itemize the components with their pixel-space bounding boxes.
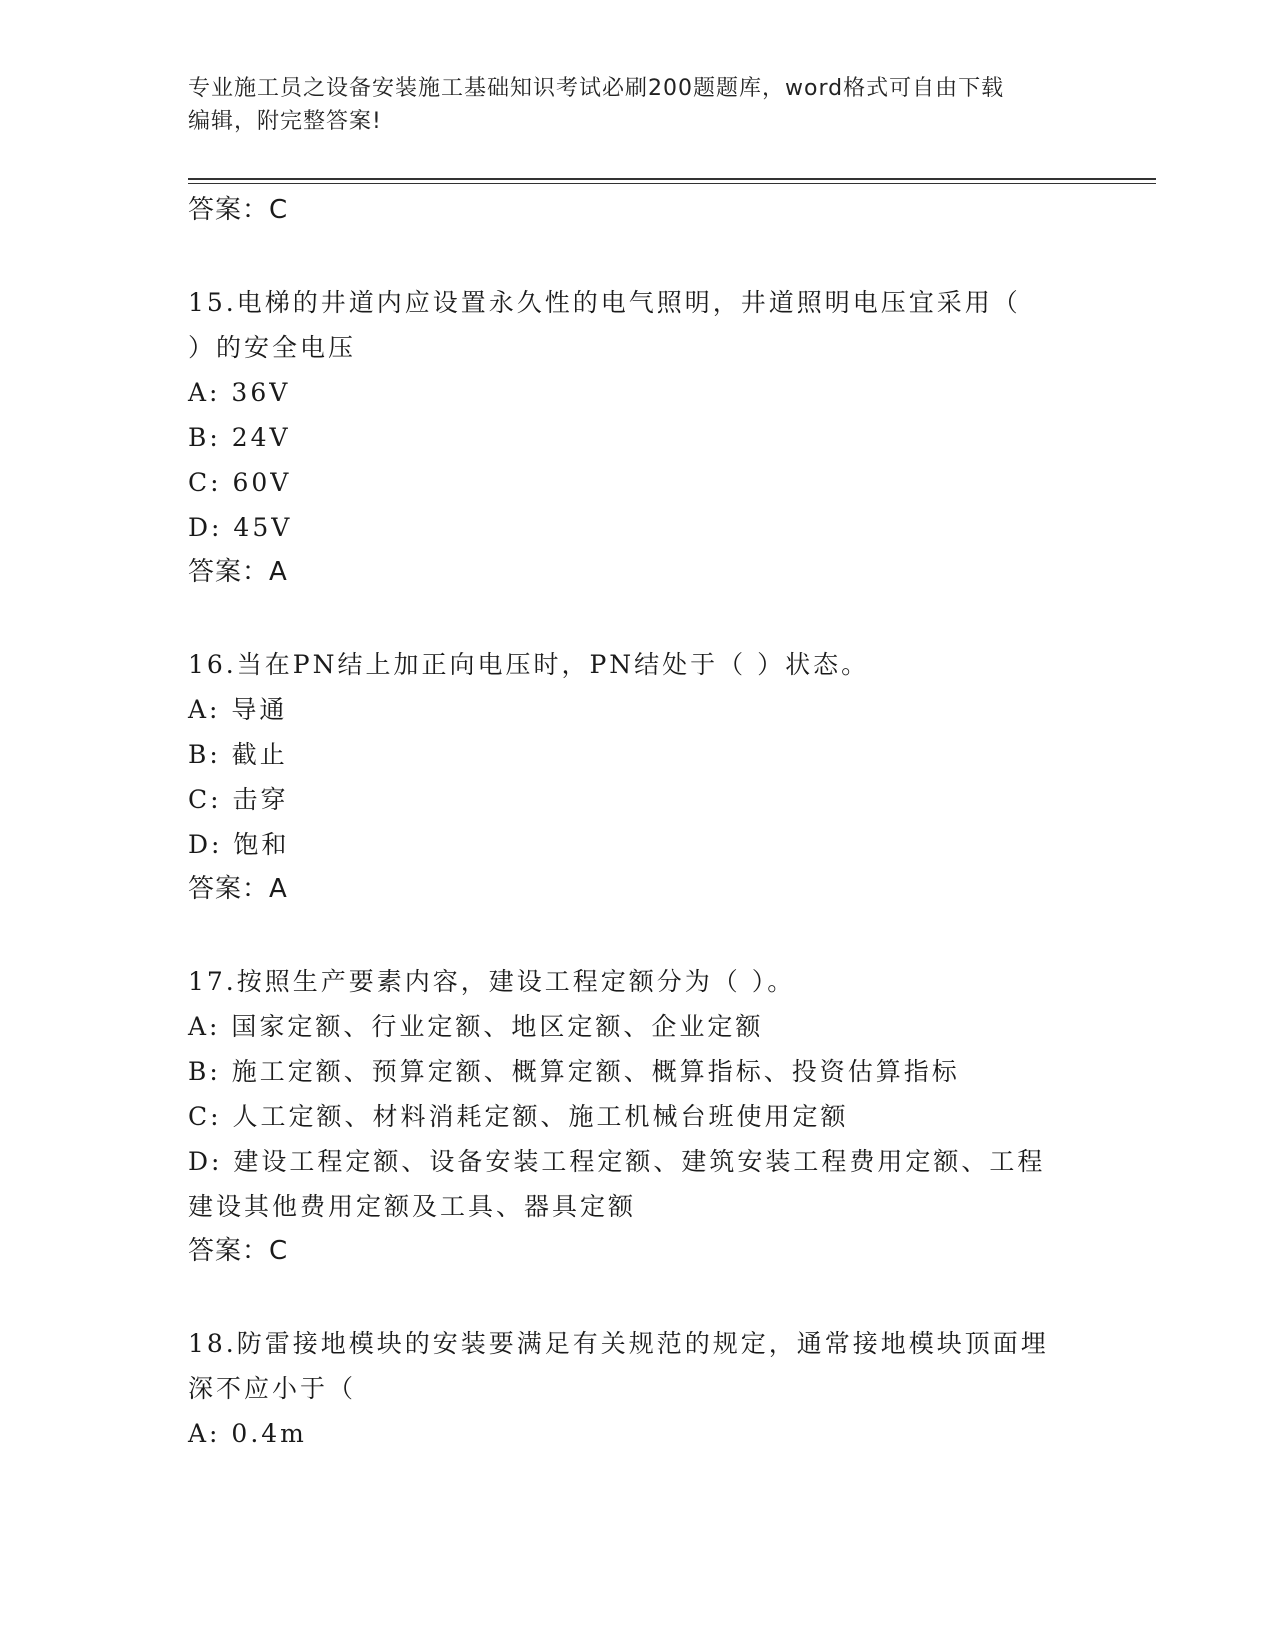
option-b: B: 24V — [188, 423, 291, 452]
spacer — [188, 912, 1088, 959]
option-d: D: 饱和 — [188, 830, 290, 859]
previous-answer: 答案：C — [188, 195, 289, 225]
question-17 — [188, 959, 1088, 1274]
question-list — [188, 188, 1088, 1456]
option-c: C: 人工定额、材料消耗定额、施工机械台班使用定额 — [188, 1102, 849, 1131]
answer: 答案：A — [188, 874, 288, 904]
question-stem: 16.当在PN结上加正向电压时，PN结处于（ ）状态。 — [188, 650, 870, 679]
option-a: A: 导通 — [188, 695, 288, 724]
question-stem-cont: 深不应小于（ — [188, 1374, 357, 1403]
answer: 答案：A — [188, 557, 288, 587]
header-divider-thick — [188, 178, 1156, 180]
page-header — [188, 72, 1088, 138]
option-b: B: 施工定额、预算定额、概算定额、概算指标、投资估算指标 — [188, 1057, 960, 1086]
option-b: B: 截止 — [188, 740, 288, 769]
option-a: A: 0.4m — [188, 1419, 307, 1448]
option-c: C: 击穿 — [188, 785, 289, 814]
question-stem: 18.防雷接地模块的安装要满足有关规范的规定，通常接地模块顶面埋 — [188, 1329, 1049, 1358]
question-stem: 15.电梯的井道内应设置永久性的电气照明，井道照明电压宜采用（ — [188, 288, 1021, 317]
option-a: A: 国家定额、行业定额、地区定额、企业定额 — [188, 1012, 764, 1041]
option-a: A: 36V — [188, 378, 291, 407]
question-stem-cont: ）的安全电压 — [188, 333, 357, 362]
spacer — [188, 595, 1088, 642]
header-line-1: 专业施工员之设备安装施工基础知识考试必刷200题题库，word格式可自由下载 — [188, 76, 1005, 101]
spacer — [188, 233, 1088, 280]
answer: 答案：C — [188, 1236, 289, 1266]
header-divider-thin — [188, 183, 1156, 184]
question-15 — [188, 280, 1088, 595]
option-d-cont: 建设其他费用定额及工具、器具定额 — [188, 1192, 637, 1221]
header-line-2: 编辑，附完整答案! — [188, 109, 382, 134]
question-16 — [188, 642, 1088, 912]
question-stem: 17.按照生产要素内容，建设工程定额分为（ ）。 — [188, 967, 796, 996]
question-18 — [188, 1321, 1088, 1456]
option-d: D: 建设工程定额、设备安装工程定额、建筑安装工程费用定额、工程 — [188, 1147, 1046, 1176]
option-c: C: 60V — [188, 468, 292, 497]
option-d: D: 45V — [188, 513, 293, 542]
spacer — [188, 1274, 1088, 1321]
